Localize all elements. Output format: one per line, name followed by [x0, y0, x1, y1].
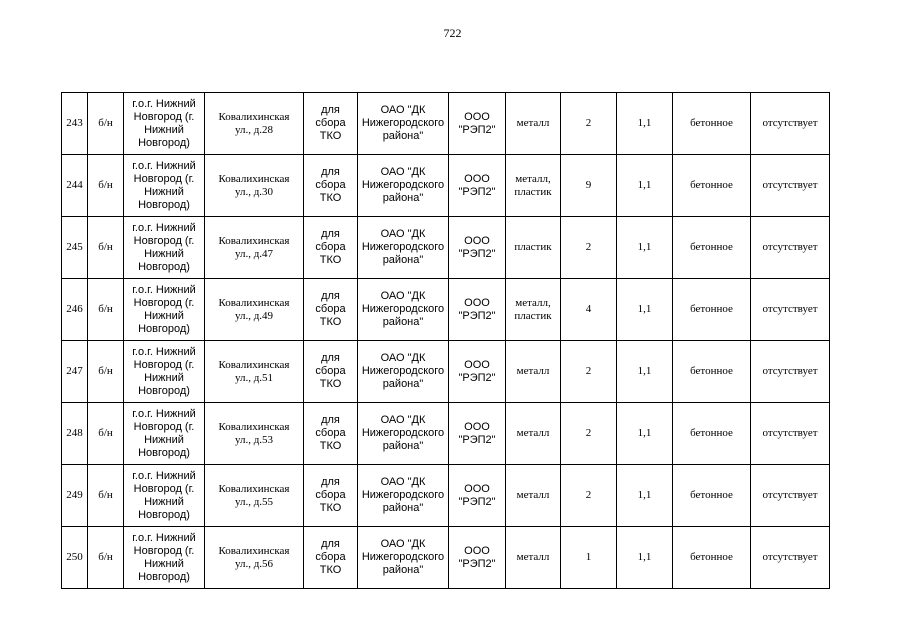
cell-material: металл, пластик [506, 279, 561, 341]
cell-material: металл [506, 93, 561, 155]
cell-num: 246 [62, 279, 88, 341]
cell-locality: г.о.г. Нижний Новгород (г. Нижний Новгород) [124, 279, 205, 341]
cell-num: 250 [62, 527, 88, 589]
cell-reg: б/н [88, 341, 124, 403]
table-row [62, 465, 830, 527]
cell-surface: бетонное [673, 341, 751, 403]
table-row [62, 93, 830, 155]
cell-locality: г.о.г. Нижний Новгород (г. Нижний Новгород) [124, 403, 205, 465]
cell-locality: г.о.г. Нижний Новгород (г. Нижний Новгород) [124, 155, 205, 217]
cell-reg: б/н [88, 155, 124, 217]
cell-fence: отсутствует [751, 403, 830, 465]
cell-locality: г.о.г. Нижний Новгород (г. Нижний Новгород) [124, 217, 205, 279]
cell-address: Ковалихинская ул., д.51 [205, 341, 304, 403]
cell-purpose: для сбора ТКО [304, 403, 358, 465]
cell-reg: б/н [88, 403, 124, 465]
cell-address: Ковалихинская ул., д.53 [205, 403, 304, 465]
cell-containers: 1 [561, 527, 617, 589]
cell-reg: б/н [88, 217, 124, 279]
cell-volume: 1,1 [617, 93, 673, 155]
cell-volume: 1,1 [617, 217, 673, 279]
cell-reg: б/н [88, 465, 124, 527]
page-number: 722 [443, 26, 462, 40]
cell-containers: 2 [561, 341, 617, 403]
cell-company: ООО "РЭП2" [449, 93, 506, 155]
cell-locality: г.о.г. Нижний Новгород (г. Нижний Новгород) [124, 465, 205, 527]
cell-num: 244 [62, 155, 88, 217]
cell-owner: ОАО "ДК Нижегородского района" [358, 279, 449, 341]
cell-num: 243 [62, 93, 88, 155]
cell-address: Ковалихинская ул., д.55 [205, 465, 304, 527]
cell-num: 249 [62, 465, 88, 527]
table-row [62, 341, 830, 403]
cell-address: Ковалихинская ул., д.47 [205, 217, 304, 279]
table-row [62, 403, 830, 465]
cell-purpose: для сбора ТКО [304, 527, 358, 589]
cell-num: 247 [62, 341, 88, 403]
cell-containers: 2 [561, 217, 617, 279]
cell-containers: 2 [561, 403, 617, 465]
cell-company: ООО "РЭП2" [449, 279, 506, 341]
cell-purpose: для сбора ТКО [304, 217, 358, 279]
cell-owner: ОАО "ДК Нижегородского района" [358, 341, 449, 403]
cell-surface: бетонное [673, 155, 751, 217]
cell-surface: бетонное [673, 403, 751, 465]
cell-containers: 9 [561, 155, 617, 217]
cell-surface: бетонное [673, 279, 751, 341]
cell-locality: г.о.г. Нижний Новгород (г. Нижний Новгород) [124, 341, 205, 403]
cell-company: ООО "РЭП2" [449, 341, 506, 403]
cell-volume: 1,1 [617, 403, 673, 465]
cell-volume: 1,1 [617, 341, 673, 403]
cell-owner: ОАО "ДК Нижегородского района" [358, 403, 449, 465]
cell-address: Ковалихинская ул., д.30 [205, 155, 304, 217]
cell-locality: г.о.г. Нижний Новгород (г. Нижний Новгород) [124, 527, 205, 589]
cell-material: металл [506, 403, 561, 465]
cell-company: ООО "РЭП2" [449, 155, 506, 217]
cell-fence: отсутствует [751, 217, 830, 279]
cell-owner: ОАО "ДК Нижегородского района" [358, 465, 449, 527]
cell-volume: 1,1 [617, 527, 673, 589]
cell-volume: 1,1 [617, 279, 673, 341]
cell-material: металл [506, 527, 561, 589]
cell-volume: 1,1 [617, 155, 673, 217]
cell-company: ООО "РЭП2" [449, 465, 506, 527]
cell-fence: отсутствует [751, 155, 830, 217]
cell-owner: ОАО "ДК Нижегородского района" [358, 93, 449, 155]
cell-material: металл [506, 341, 561, 403]
cell-address: Ковалихинская ул., д.28 [205, 93, 304, 155]
cell-owner: ОАО "ДК Нижегородского района" [358, 527, 449, 589]
cell-fence: отсутствует [751, 279, 830, 341]
cell-volume: 1,1 [617, 465, 673, 527]
cell-owner: ОАО "ДК Нижегородского района" [358, 155, 449, 217]
cell-purpose: для сбора ТКО [304, 155, 358, 217]
cell-purpose: для сбора ТКО [304, 465, 358, 527]
cell-purpose: для сбора ТКО [304, 93, 358, 155]
cell-containers: 2 [561, 465, 617, 527]
waste-sites-table [61, 92, 830, 589]
table-row [62, 155, 830, 217]
cell-company: ООО "РЭП2" [449, 403, 506, 465]
cell-locality: г.о.г. Нижний Новгород (г. Нижний Новгород) [124, 93, 205, 155]
cell-fence: отсутствует [751, 93, 830, 155]
cell-address: Ковалихинская ул., д.49 [205, 279, 304, 341]
cell-surface: бетонное [673, 465, 751, 527]
cell-purpose: для сбора ТКО [304, 341, 358, 403]
cell-fence: отсутствует [751, 465, 830, 527]
cell-reg: б/н [88, 93, 124, 155]
table-row [62, 527, 830, 589]
cell-material: металл [506, 465, 561, 527]
table-body [62, 93, 830, 589]
cell-company: ООО "РЭП2" [449, 527, 506, 589]
cell-reg: б/н [88, 527, 124, 589]
table-row [62, 279, 830, 341]
cell-num: 245 [62, 217, 88, 279]
table-row [62, 217, 830, 279]
cell-surface: бетонное [673, 217, 751, 279]
cell-company: ООО "РЭП2" [449, 217, 506, 279]
cell-owner: ОАО "ДК Нижегородского района" [358, 217, 449, 279]
cell-fence: отсутствует [751, 527, 830, 589]
cell-purpose: для сбора ТКО [304, 279, 358, 341]
cell-containers: 4 [561, 279, 617, 341]
cell-address: Ковалихинская ул., д.56 [205, 527, 304, 589]
cell-surface: бетонное [673, 93, 751, 155]
cell-material: металл, пластик [506, 155, 561, 217]
cell-num: 248 [62, 403, 88, 465]
cell-reg: б/н [88, 279, 124, 341]
cell-surface: бетонное [673, 527, 751, 589]
cell-fence: отсутствует [751, 341, 830, 403]
cell-material: пластик [506, 217, 561, 279]
cell-containers: 2 [561, 93, 617, 155]
